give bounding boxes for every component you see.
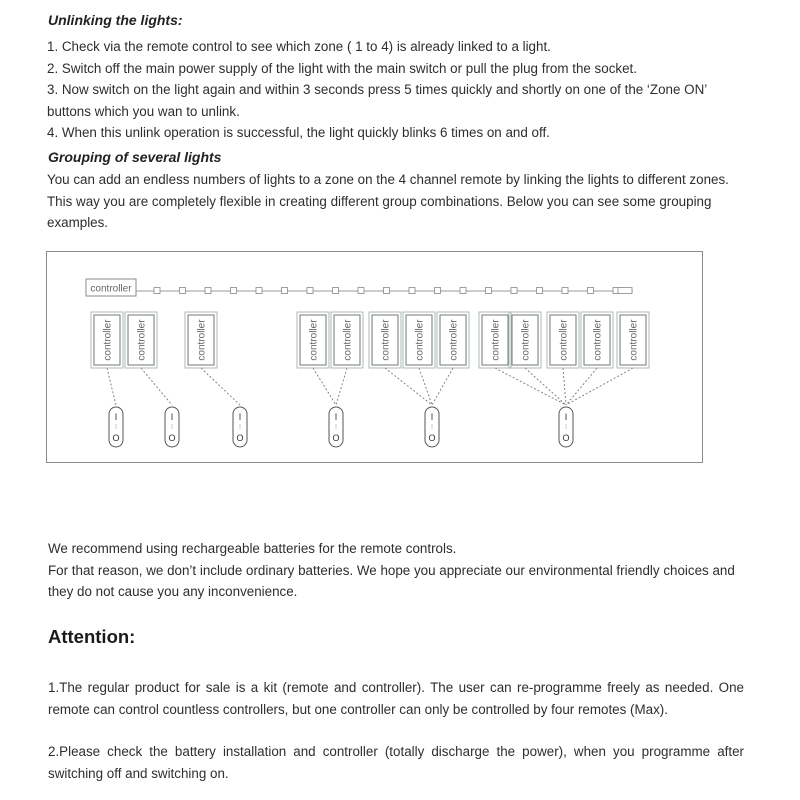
remote-on-symbol: I	[564, 412, 568, 422]
bus-connector	[409, 288, 415, 294]
remote-off-symbol: O	[112, 433, 120, 443]
remote-off-symbol: O	[332, 433, 340, 443]
bus-connector	[537, 288, 543, 294]
controller-label: controller	[628, 319, 640, 361]
bus-controller-label: controller	[90, 283, 132, 295]
bus-connector	[511, 288, 517, 294]
controller-label: controller	[308, 319, 320, 361]
bus-connector	[384, 288, 390, 294]
controller-label: controller	[558, 319, 570, 361]
bus-connector	[460, 288, 466, 294]
controller-label: controller	[196, 319, 208, 361]
attention-item-1: 1.The regular product for sale is a kit (remote and controller). The user can re-programme freely as needed. One remote can control countless controllers, but one controller can only be controlled by four remotes (Max).	[48, 680, 744, 717]
bus-connector	[588, 288, 594, 294]
bus-connector	[256, 288, 262, 294]
controller-label: controller	[342, 319, 354, 361]
bus-connector	[562, 288, 568, 294]
unlinking-step-4: 4. When this unlink operation is successful, the light quickly blinks 6 times on and off.	[47, 125, 550, 140]
remote-off-symbol: O	[168, 433, 176, 443]
attention-title: Attention:	[48, 626, 136, 647]
remote-off-symbol: O	[236, 433, 244, 443]
remote-on-symbol: I	[430, 412, 434, 422]
unlinking-title: Unlinking the lights:	[48, 12, 183, 28]
controller-label: controller	[136, 319, 148, 361]
battery-line-2: For that reason, we don’t include ordinary batteries. We hope you appreciate our environmental friendly choices and they do not cause you any inconvenience.	[48, 562, 735, 599]
remote-on-symbol: I	[170, 412, 174, 422]
bus-connector	[180, 288, 186, 294]
bus-connector	[333, 288, 339, 294]
grouping-text: You can add an endless numbers of lights to a zone on the 4 channel remote by linking the lights to different zones. This way you are completely flexible in creating different group combinations. Below you can see some grouping examples.	[47, 172, 729, 230]
bus-connector	[307, 288, 313, 294]
bus-connector	[231, 288, 237, 294]
bus-end-connector	[618, 288, 632, 294]
grouping-diagram	[46, 251, 704, 465]
controller-label: controller	[380, 319, 392, 361]
unlinking-step-1: 1. Check via the remote control to see which zone ( 1 to 4) is already linked to a light.	[47, 39, 551, 54]
controller-label: controller	[520, 319, 532, 361]
remote-off-symbol: O	[562, 433, 570, 443]
bus-connector	[358, 288, 364, 294]
unlinking-step-2: 2. Switch off the main power supply of the light with the main switch or pull the plug from the socket.	[47, 60, 637, 76]
remote-on-symbol: I	[114, 412, 118, 422]
controller-label: controller	[592, 319, 604, 361]
controller-label: controller	[490, 319, 502, 361]
remote-off-symbol: O	[428, 433, 436, 443]
controller-label: controller	[448, 319, 460, 361]
grouping-title: Grouping of several lights	[48, 149, 222, 165]
bus-connector	[154, 288, 160, 294]
bus-connector	[205, 288, 211, 294]
battery-line-1: We recommend using rechargeable batteries for the remote controls.	[48, 541, 457, 556]
bus-connector	[486, 288, 492, 294]
attention-item-2: 2.Please check the battery installation and controller (totally discharge the power), when you programme after switching off and switching on.	[48, 744, 744, 781]
bus-connector	[435, 288, 441, 294]
controller-label: controller	[414, 319, 426, 361]
bus-connector	[282, 288, 288, 294]
controller-label: controller	[102, 319, 114, 361]
remote-on-symbol: I	[238, 412, 242, 422]
unlinking-step-3: 3. Now switch on the light again and within 3 seconds press 5 times quickly and shortly on one of the ‘Zone ON’ buttons which you wan to unlink.	[47, 82, 707, 119]
remote-on-symbol: I	[334, 412, 338, 422]
